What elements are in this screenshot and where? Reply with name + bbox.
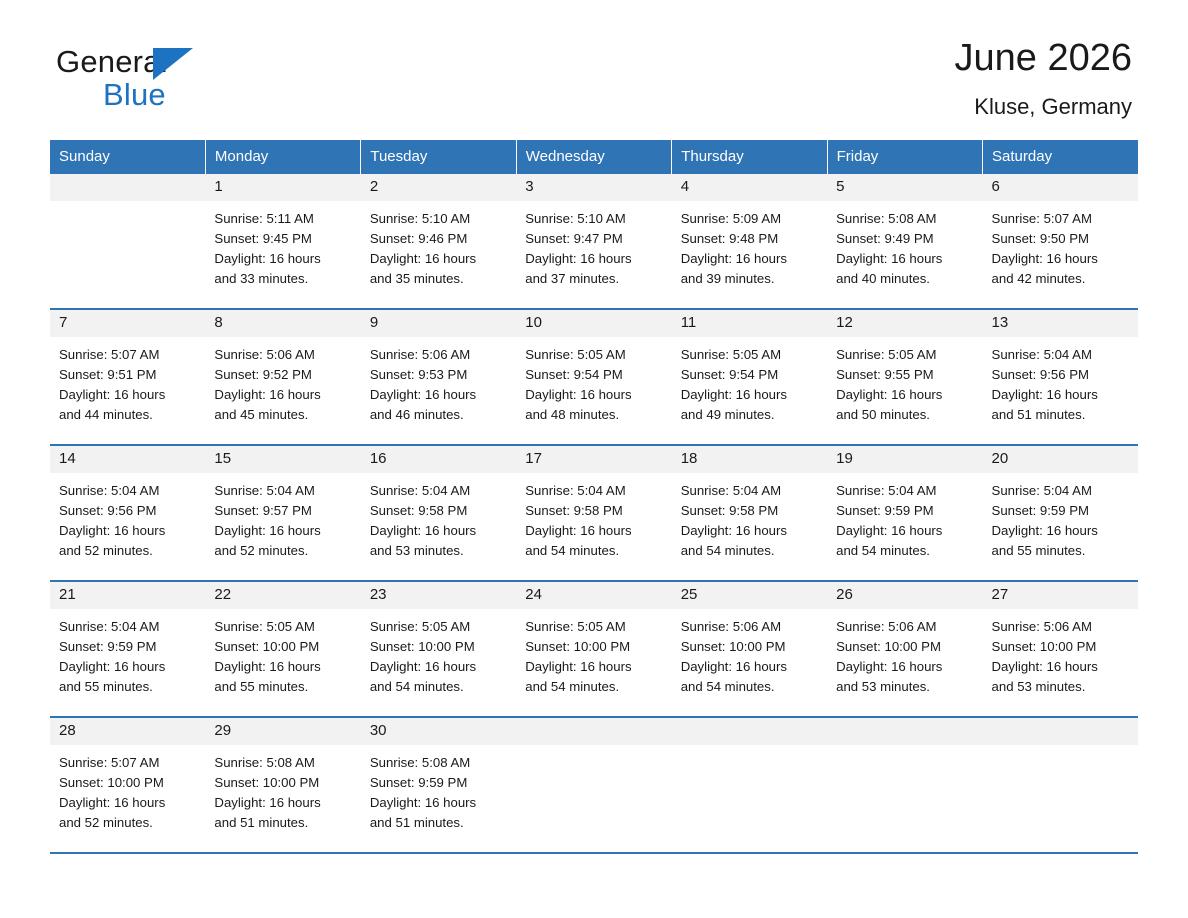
brand-name-general: General <box>56 44 168 79</box>
day-number: 5 <box>827 174 982 201</box>
calendar-cell-day[interactable] <box>983 581 1138 717</box>
day-details <box>205 201 360 289</box>
calendar-week-row <box>50 717 1138 853</box>
calendar-cell-empty <box>827 717 982 853</box>
day-number: 18 <box>672 446 827 473</box>
calendar-cell-day[interactable] <box>672 581 827 717</box>
day-number: 13 <box>983 310 1138 337</box>
day-detail-line: and 51 minutes. <box>214 815 309 830</box>
day-details <box>361 201 516 289</box>
day-detail-line: Daylight: 16 hours <box>991 251 1098 266</box>
calendar-cell-day[interactable] <box>50 581 205 717</box>
day-detail-line: Sunrise: 5:04 AM <box>525 483 626 498</box>
calendar-cell-day[interactable] <box>827 174 982 309</box>
calendar-cell-day[interactable] <box>205 581 360 717</box>
day-detail-line: Sunrise: 5:05 AM <box>836 347 937 362</box>
day-number: 8 <box>205 310 360 337</box>
day-detail-line: Daylight: 16 hours <box>836 523 943 538</box>
day-detail-line: Sunset: 9:49 PM <box>836 231 934 246</box>
day-detail-line: Sunset: 9:58 PM <box>525 503 623 518</box>
day-detail-line: Sunrise: 5:05 AM <box>680 347 782 362</box>
calendar-cell-day[interactable] <box>205 717 360 853</box>
day-detail-line: Sunrise: 5:06 AM <box>836 619 937 634</box>
calendar-cell-day[interactable] <box>983 445 1138 581</box>
day-detail-line: and 54 minutes. <box>836 543 930 558</box>
day-number: 12 <box>827 310 982 337</box>
day-number: 16 <box>361 446 516 473</box>
day-details <box>205 745 360 833</box>
day-detail-line: Daylight: 16 hours <box>680 523 787 538</box>
day-detail-line: and 54 minutes. <box>525 543 620 558</box>
day-number: 6 <box>983 174 1138 201</box>
day-detail-line: Daylight: 16 hours <box>836 387 943 402</box>
day-details <box>672 609 827 697</box>
weekday-header-wednesday: Wednesday <box>516 140 671 174</box>
weekday-header-sunday: Sunday <box>50 140 205 174</box>
day-detail-line: Sunset: 9:56 PM <box>59 503 157 518</box>
day-detail-line: Sunrise: 5:10 AM <box>525 211 626 226</box>
day-detail-line: Daylight: 16 hours <box>680 387 787 402</box>
calendar-header-row <box>50 140 1138 174</box>
day-detail-line: Sunrise: 5:04 AM <box>214 483 315 498</box>
day-details <box>50 473 205 561</box>
day-detail-line: Daylight: 16 hours <box>214 387 321 402</box>
day-detail-line: Daylight: 16 hours <box>369 523 477 538</box>
day-number: 3 <box>516 174 671 201</box>
calendar-cell-day[interactable] <box>516 309 671 445</box>
day-details <box>827 745 982 753</box>
day-detail-line: Sunrise: 5:06 AM <box>991 619 1092 634</box>
day-number: 28 <box>50 718 205 745</box>
day-number: 27 <box>983 582 1138 609</box>
day-number: 14 <box>50 446 205 473</box>
day-detail-line: Sunrise: 5:06 AM <box>680 619 782 634</box>
day-details <box>50 337 205 425</box>
day-number <box>983 718 1138 745</box>
day-detail-line: and 51 minutes. <box>369 815 464 830</box>
day-detail-line: and 46 minutes. <box>369 407 464 422</box>
calendar-cell-day[interactable] <box>50 445 205 581</box>
weekday-header-friday: Friday <box>827 140 982 174</box>
day-detail-line: Sunrise: 5:05 AM <box>369 619 471 634</box>
day-number: 7 <box>50 310 205 337</box>
day-details <box>672 473 827 561</box>
day-detail-line: and 54 minutes. <box>680 679 775 694</box>
day-detail-line: Daylight: 16 hours <box>680 251 787 266</box>
day-detail-line: and 52 minutes. <box>214 543 309 558</box>
calendar-body <box>50 174 1138 853</box>
calendar-table <box>50 140 1138 854</box>
day-details <box>361 337 516 425</box>
day-detail-line: Sunset: 10:00 PM <box>836 639 941 654</box>
day-number <box>50 174 205 201</box>
weekday-header-saturday: Saturday <box>983 140 1138 174</box>
day-detail-line: Sunrise: 5:05 AM <box>214 619 315 634</box>
day-details <box>827 201 982 289</box>
day-details <box>672 201 827 289</box>
day-detail-line: Sunrise: 5:04 AM <box>680 483 782 498</box>
day-detail-line: Daylight: 16 hours <box>59 387 166 402</box>
day-detail-line: Daylight: 16 hours <box>369 387 477 402</box>
day-detail-line: Sunset: 9:48 PM <box>680 231 779 246</box>
day-detail-line: Sunrise: 5:04 AM <box>991 347 1092 362</box>
day-detail-line: Daylight: 16 hours <box>214 659 321 674</box>
day-detail-line: Daylight: 16 hours <box>369 251 477 266</box>
day-detail-line: Sunset: 9:55 PM <box>836 367 934 382</box>
day-number: 26 <box>827 582 982 609</box>
calendar-cell-day[interactable] <box>205 309 360 445</box>
day-details <box>516 609 671 697</box>
day-number <box>827 718 982 745</box>
day-detail-line: Sunrise: 5:04 AM <box>369 483 471 498</box>
day-detail-line: Daylight: 16 hours <box>214 795 321 810</box>
day-detail-line: and 55 minutes. <box>214 679 309 694</box>
day-detail-line: Daylight: 16 hours <box>59 659 166 674</box>
day-detail-line: Sunrise: 5:09 AM <box>680 211 782 226</box>
calendar-week-row <box>50 445 1138 581</box>
day-detail-line: and 44 minutes. <box>59 407 153 422</box>
day-detail-line: and 52 minutes. <box>59 815 153 830</box>
day-number: 1 <box>205 174 360 201</box>
day-details <box>983 473 1138 561</box>
day-detail-line: Sunset: 9:51 PM <box>59 367 157 382</box>
day-number: 19 <box>827 446 982 473</box>
day-detail-line: and 50 minutes. <box>836 407 930 422</box>
day-detail-line: and 42 minutes. <box>991 271 1086 286</box>
day-number: 29 <box>205 718 360 745</box>
day-detail-line: Sunrise: 5:04 AM <box>836 483 937 498</box>
calendar-cell-day[interactable] <box>516 445 671 581</box>
day-details <box>50 201 205 209</box>
day-details <box>672 745 827 753</box>
day-detail-line: Daylight: 16 hours <box>525 387 632 402</box>
day-detail-line: Sunrise: 5:06 AM <box>369 347 471 362</box>
calendar-cell-day[interactable] <box>516 581 671 717</box>
day-detail-line: and 35 minutes. <box>369 271 464 286</box>
day-detail-line: and 49 minutes. <box>680 407 775 422</box>
title-block <box>955 38 1133 120</box>
day-detail-line: Daylight: 16 hours <box>836 251 943 266</box>
calendar-cell-empty <box>672 717 827 853</box>
calendar-cell-day[interactable] <box>361 309 516 445</box>
day-number: 4 <box>672 174 827 201</box>
day-detail-line: Daylight: 16 hours <box>525 523 632 538</box>
calendar-week-row <box>50 581 1138 717</box>
day-number: 9 <box>361 310 516 337</box>
day-detail-line: Sunset: 9:46 PM <box>369 231 468 246</box>
calendar-cell-day[interactable] <box>827 581 982 717</box>
day-details <box>827 609 982 697</box>
calendar-cell-day[interactable] <box>205 445 360 581</box>
weekday-header-tuesday: Tuesday <box>361 140 516 174</box>
day-details <box>983 201 1138 289</box>
day-details <box>983 745 1138 753</box>
day-detail-line: Daylight: 16 hours <box>991 659 1098 674</box>
day-details <box>516 473 671 561</box>
day-number: 21 <box>50 582 205 609</box>
calendar-cell-day[interactable] <box>672 445 827 581</box>
calendar-cell-empty <box>516 717 671 853</box>
day-detail-line: Sunrise: 5:04 AM <box>59 483 160 498</box>
day-details <box>516 745 671 753</box>
calendar-cell-day[interactable] <box>983 174 1138 309</box>
day-detail-line: Sunset: 9:47 PM <box>525 231 623 246</box>
day-detail-line: and 40 minutes. <box>836 271 930 286</box>
day-detail-line: and 55 minutes. <box>991 543 1086 558</box>
day-detail-line: Sunrise: 5:05 AM <box>525 619 626 634</box>
day-detail-line: Daylight: 16 hours <box>836 659 943 674</box>
calendar-cell-day[interactable] <box>361 717 516 853</box>
day-number: 2 <box>361 174 516 201</box>
weekday-header-monday: Monday <box>205 140 360 174</box>
calendar-week-row <box>50 174 1138 309</box>
day-detail-line: Sunrise: 5:10 AM <box>369 211 471 226</box>
day-detail-line: and 54 minutes. <box>680 543 775 558</box>
calendar-cell-empty <box>983 717 1138 853</box>
day-number: 11 <box>672 310 827 337</box>
day-detail-line: Daylight: 16 hours <box>991 523 1098 538</box>
calendar-cell-day[interactable] <box>50 309 205 445</box>
brand-name-blue: Blue <box>103 77 166 112</box>
calendar-cell-day[interactable] <box>827 309 982 445</box>
day-detail-line: Daylight: 16 hours <box>525 659 632 674</box>
day-detail-line: Sunset: 10:00 PM <box>680 639 786 654</box>
day-details <box>516 201 671 289</box>
day-details <box>983 337 1138 425</box>
day-detail-line: and 37 minutes. <box>525 271 620 286</box>
day-details <box>205 337 360 425</box>
day-detail-line: Sunrise: 5:08 AM <box>214 755 315 770</box>
day-detail-line: and 48 minutes. <box>525 407 620 422</box>
day-number: 10 <box>516 310 671 337</box>
day-detail-line: Sunset: 9:58 PM <box>680 503 779 518</box>
day-detail-line: and 53 minutes. <box>836 679 930 694</box>
day-detail-line: and 53 minutes. <box>991 679 1086 694</box>
day-number <box>516 718 671 745</box>
calendar-cell-day[interactable] <box>672 309 827 445</box>
day-detail-line: Sunset: 9:59 PM <box>836 503 934 518</box>
day-detail-line: Sunset: 10:00 PM <box>214 639 320 654</box>
day-details <box>672 337 827 425</box>
day-detail-line: Sunset: 9:50 PM <box>991 231 1090 246</box>
calendar-cell-day[interactable] <box>983 309 1138 445</box>
day-detail-line: Daylight: 16 hours <box>214 251 321 266</box>
day-detail-line: Sunset: 9:52 PM <box>214 367 312 382</box>
day-number: 20 <box>983 446 1138 473</box>
day-detail-line: Sunrise: 5:04 AM <box>59 619 160 634</box>
calendar-cell-day[interactable] <box>361 174 516 309</box>
weekday-header-thursday: Thursday <box>672 140 827 174</box>
day-detail-line: Sunset: 10:00 PM <box>525 639 631 654</box>
day-detail-line: and 55 minutes. <box>59 679 153 694</box>
day-detail-line: Daylight: 16 hours <box>525 251 632 266</box>
day-detail-line: Daylight: 16 hours <box>369 795 477 810</box>
day-number <box>672 718 827 745</box>
day-details <box>983 609 1138 697</box>
day-detail-line: Sunrise: 5:11 AM <box>214 211 314 226</box>
day-detail-line: Sunset: 10:00 PM <box>59 775 164 790</box>
calendar-cell-day[interactable] <box>516 174 671 309</box>
day-detail-line: Daylight: 16 hours <box>991 387 1098 402</box>
page-title: June 2026 <box>954 37 1132 79</box>
calendar-cell-day[interactable] <box>361 581 516 717</box>
day-detail-line: and 52 minutes. <box>59 543 153 558</box>
day-detail-line: Daylight: 16 hours <box>59 795 166 810</box>
day-detail-line: and 39 minutes. <box>680 271 775 286</box>
day-detail-line: Sunset: 9:59 PM <box>369 775 468 790</box>
calendar-cell-empty <box>50 174 205 309</box>
day-number: 25 <box>672 582 827 609</box>
day-detail-line: Daylight: 16 hours <box>680 659 787 674</box>
day-number: 30 <box>361 718 516 745</box>
triangle-icon <box>153 48 193 80</box>
day-detail-line: Sunrise: 5:05 AM <box>525 347 626 362</box>
day-detail-line: Sunset: 10:00 PM <box>991 639 1097 654</box>
day-detail-line: Sunrise: 5:08 AM <box>369 755 471 770</box>
day-detail-line: Sunset: 9:56 PM <box>991 367 1090 382</box>
day-detail-line: Sunset: 9:54 PM <box>525 367 623 382</box>
day-detail-line: Sunset: 9:57 PM <box>214 503 312 518</box>
day-detail-line: Daylight: 16 hours <box>59 523 166 538</box>
day-detail-line: Sunrise: 5:08 AM <box>836 211 937 226</box>
day-number: 15 <box>205 446 360 473</box>
day-details <box>205 473 360 561</box>
day-detail-line: Sunset: 9:58 PM <box>369 503 468 518</box>
day-detail-line: Sunset: 9:53 PM <box>369 367 468 382</box>
day-detail-line: Sunset: 9:59 PM <box>59 639 157 654</box>
day-detail-line: Sunset: 9:54 PM <box>680 367 779 382</box>
calendar-cell-day[interactable] <box>205 174 360 309</box>
day-number: 17 <box>516 446 671 473</box>
day-detail-line: Sunrise: 5:07 AM <box>59 755 160 770</box>
day-number: 23 <box>361 582 516 609</box>
day-detail-line: and 45 minutes. <box>214 407 309 422</box>
calendar-cell-day[interactable] <box>361 445 516 581</box>
day-detail-line: Sunrise: 5:06 AM <box>214 347 315 362</box>
day-detail-line: Sunset: 10:00 PM <box>214 775 320 790</box>
day-number: 22 <box>205 582 360 609</box>
calendar-cell-day[interactable] <box>827 445 982 581</box>
day-details <box>361 609 516 697</box>
location-subtitle: Kluse, Germany <box>974 93 1132 119</box>
day-details <box>827 473 982 561</box>
page-header <box>50 0 1138 140</box>
calendar-cell-day[interactable] <box>672 174 827 309</box>
day-details <box>361 745 516 833</box>
day-detail-line: Sunrise: 5:04 AM <box>991 483 1092 498</box>
day-number: 24 <box>516 582 671 609</box>
day-detail-line: Daylight: 16 hours <box>214 523 321 538</box>
day-detail-line: Sunset: 10:00 PM <box>369 639 475 654</box>
day-details <box>50 609 205 697</box>
day-details <box>361 473 516 561</box>
day-detail-line: Sunrise: 5:07 AM <box>59 347 160 362</box>
day-detail-line: and 53 minutes. <box>369 543 464 558</box>
day-details <box>827 337 982 425</box>
day-detail-line: Sunset: 9:59 PM <box>991 503 1090 518</box>
brand-logo <box>56 46 168 110</box>
day-details <box>205 609 360 697</box>
day-detail-line: and 33 minutes. <box>214 271 309 286</box>
day-detail-line: and 51 minutes. <box>991 407 1086 422</box>
day-details <box>50 745 205 833</box>
day-detail-line: and 54 minutes. <box>369 679 464 694</box>
day-details <box>516 337 671 425</box>
day-detail-line: Sunrise: 5:07 AM <box>991 211 1092 226</box>
day-detail-line: Sunset: 9:45 PM <box>214 231 312 246</box>
day-detail-line: Daylight: 16 hours <box>369 659 477 674</box>
day-detail-line: and 54 minutes. <box>525 679 620 694</box>
calendar-week-row <box>50 309 1138 445</box>
calendar-cell-day[interactable] <box>50 717 205 853</box>
